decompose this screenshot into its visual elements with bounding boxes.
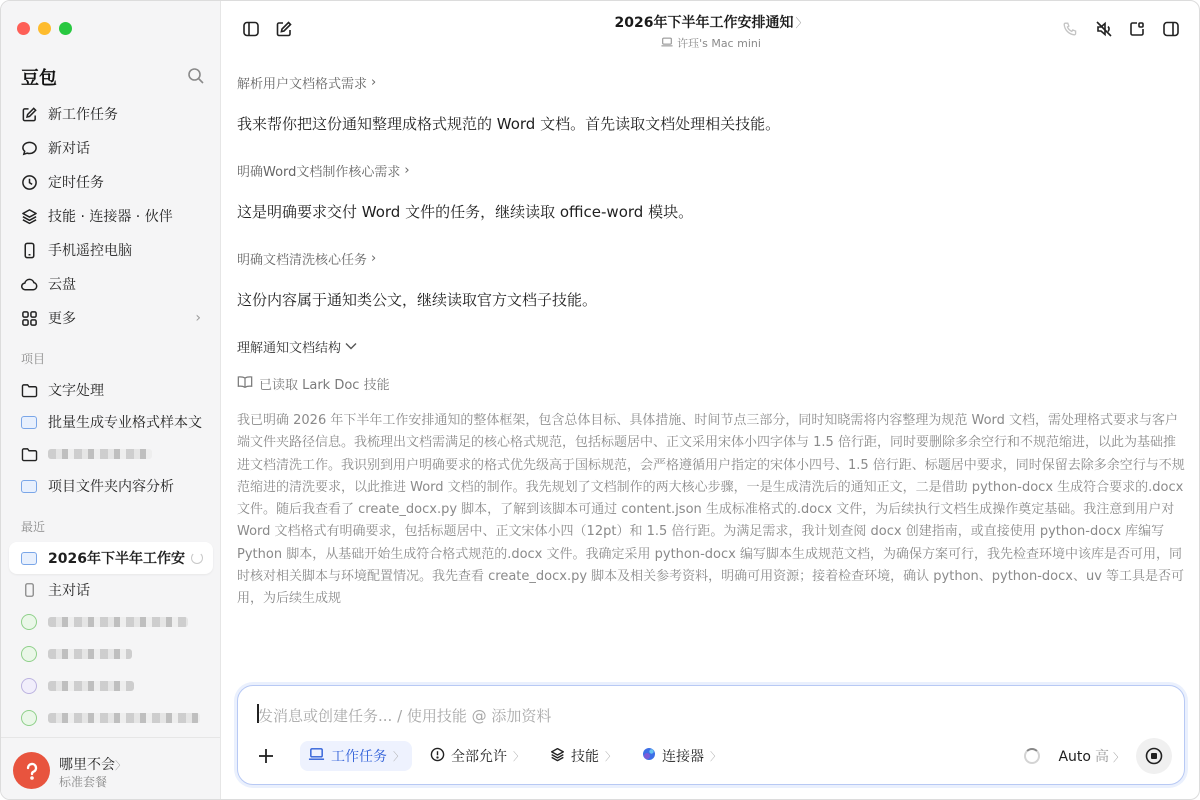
- project-label: 项目文件夹内容分析: [48, 479, 174, 495]
- message-input[interactable]: 发消息或创建任务... / 使用技能 @ 添加资料: [258, 707, 552, 725]
- zoom-window-button[interactable]: [59, 22, 72, 35]
- layers-icon: [550, 747, 565, 766]
- top-bar: [221, 1, 1200, 57]
- edit-icon: [20, 105, 38, 123]
- recent-item[interactable]: [9, 574, 213, 606]
- recent-item[interactable]: [9, 638, 213, 670]
- chat-purple-icon: [20, 677, 38, 695]
- recent-label: 主对话: [48, 583, 90, 599]
- project-item[interactable]: [9, 374, 213, 406]
- redacted-label: [48, 681, 134, 691]
- nav-more[interactable]: [9, 301, 213, 335]
- connectors-button[interactable]: 连接器 〉: [634, 741, 729, 771]
- chevron-right-icon: 〉: [513, 750, 524, 763]
- project-item[interactable]: [9, 406, 213, 438]
- folder-blue-icon: [20, 549, 38, 567]
- loading-spinner-icon: [191, 552, 203, 564]
- nav-cloud-drive[interactable]: [9, 267, 213, 301]
- nav-new-work-task[interactable]: [9, 97, 213, 131]
- phone-icon: [20, 581, 38, 599]
- recent-item-active[interactable]: [9, 542, 213, 574]
- nav-skills[interactable]: [9, 199, 213, 233]
- window-title-area[interactable]: [221, 12, 1200, 51]
- chevron-right-icon: ›: [404, 163, 410, 178]
- redacted-label: [48, 713, 200, 723]
- laptop-icon: [661, 37, 673, 50]
- assistant-message: 这份内容属于通知类公文，继续读取官方文档子技能。: [237, 291, 598, 309]
- phone-call-icon[interactable]: [1059, 18, 1081, 40]
- folder-icon: [20, 445, 38, 463]
- step-toggle[interactable]: 解析用户文档格式需求 ›: [237, 75, 377, 92]
- recent-section-label: 最近: [21, 520, 46, 534]
- folder-blue-icon: [20, 477, 38, 495]
- open-window-icon[interactable]: [1126, 18, 1148, 40]
- project-label: 文字处理: [48, 383, 104, 399]
- chevron-right-icon: 〉: [795, 16, 808, 30]
- main-nav: [9, 97, 213, 335]
- nav-label: 云盘: [48, 277, 76, 293]
- redacted-label: [48, 617, 188, 627]
- sidebar: [1, 1, 221, 800]
- reasoning-text: 我已明确 2026 年下半年工作安排通知的整体框架，包含总体目标、具体措施、时间节点三部分，同时知晓需将内容整理为规范 Word 文档，需处理格式要求与客户端文件夹路径信息。我梳理出文档需满足的核心格式规范，包括标题居中、正文采用宋体小四字体与 1.5 倍行距，同时要删除多余空行和不规范缩进，以此为基础推进文档清洗工作。我识别到用户明确要求的格式优先级高于国标规范，会严格遵循用户指定的宋体小四号、1.5 倍行距、标题居中要求，同时保留去除多余空行与不规范缩进的清洗要求，以此推进 Word 文档的制作。我先规划了文档制作的两大核心步骤，一是生成清洗后的通知正文，二是借助 python-docx 生成符合要求的.docx 文件。随后我查看了 create_docx.py 脚本，了解到该脚本可通过 content.json 生成标准格式的.docx 文件，为后续执行文档生成操作奠定基础。我注意到用户对 Word 文档格式有明确要求，包括标题居中、正文宋体小四（12pt）和 1.5 倍行距。为满足需求，我计划查阅 docx 创建指南，或直接使用 python-docx 库编写 Python 脚本，从基础开始生成符合格式规范的.docx 文件。我确定采用 python-docx 编写脚本生成规范文档，为确保方案可行，我先检查环境中该库是否可用，同时核对相关脚本与环境配置情况。我先查看 create_docx.py 脚本及相关参考资料，明确可用资源；接着检查环境，确认 python、python-docx、uv 等工具是否可用，为后续生成规: [237, 413, 1185, 607]
- composer-toolbar: [252, 740, 739, 772]
- chat-green-icon: [20, 709, 38, 727]
- recent-item[interactable]: [9, 670, 213, 702]
- step-toggle-expanded[interactable]: 理解通知文档结构: [237, 337, 357, 356]
- redacted-label: [48, 449, 152, 459]
- nav-label: 新工作任务: [48, 107, 118, 123]
- projects-list: [9, 374, 213, 502]
- app-name: 豆包: [21, 68, 57, 89]
- project-label: 批量生成专业格式样本文: [48, 415, 202, 431]
- user-profile[interactable]: [1, 737, 221, 800]
- recent-list: [9, 542, 213, 734]
- message-composer: [237, 685, 1185, 785]
- folder-icon: [20, 381, 38, 399]
- nav-label: 定时任务: [48, 175, 104, 191]
- nav-new-chat[interactable]: [9, 131, 213, 165]
- close-window-button[interactable]: [17, 22, 30, 35]
- projects-section-label: 项目: [21, 352, 46, 366]
- assistant-message: 我来帮你把这份通知整理成格式规范的 Word 文档。首先读取文档处理相关技能。: [237, 115, 781, 133]
- minimize-window-button[interactable]: [38, 22, 51, 35]
- nav-label: 技能 · 连接器 · 伙伴: [48, 209, 173, 225]
- laptop-icon: [308, 747, 325, 765]
- recent-item[interactable]: [9, 702, 213, 734]
- chevron-right-icon: 〉: [605, 750, 616, 763]
- recent-label: 2026年下半年工作安: [48, 551, 185, 567]
- nav-phone-remote[interactable]: [9, 233, 213, 267]
- user-name[interactable]: 哪里不会〉: [59, 757, 126, 773]
- user-plan: 标准套餐: [59, 775, 108, 789]
- conversation-title: 2026年下半年工作安排通知 〉: [614, 15, 808, 31]
- loading-indicator-icon: [1024, 748, 1040, 764]
- layers-icon: [20, 207, 38, 225]
- stop-generation-button[interactable]: [1136, 738, 1172, 774]
- chat-icon: [20, 139, 38, 157]
- chevron-right-icon: 〉: [1113, 751, 1124, 764]
- cloud-icon: [20, 275, 38, 293]
- device-name: 许珏's Mac mini: [677, 37, 761, 50]
- allow-all-button[interactable]: 全部允许 〉: [422, 741, 532, 771]
- redacted-label: [48, 649, 132, 659]
- connector-icon: [642, 747, 656, 765]
- chevron-right-icon: ›: [195, 310, 201, 326]
- chat-green-icon: [20, 645, 38, 663]
- alert-icon: [430, 747, 445, 766]
- step-toggle[interactable]: 明确文档清洗核心任务 ›: [237, 251, 377, 268]
- window-controls: [17, 22, 72, 35]
- chevron-right-icon: 〉: [710, 750, 721, 763]
- clock-icon: [20, 173, 38, 191]
- nav-label: 手机遥控电脑: [48, 243, 132, 259]
- recent-item[interactable]: [9, 606, 213, 638]
- skill-read-note: 已读取 Lark Doc 技能: [237, 374, 390, 393]
- model-mode-selector[interactable]: Auto 高 〉: [1058, 749, 1124, 765]
- book-icon: [237, 375, 253, 393]
- nav-label: 更多: [48, 311, 76, 327]
- step-toggle[interactable]: 明确Word文档制作核心需求 ›: [237, 163, 410, 180]
- toggle-right-panel-icon[interactable]: [1160, 18, 1182, 40]
- nav-label: 新对话: [48, 141, 90, 157]
- chevron-down-icon: [345, 339, 357, 354]
- device-info: [221, 35, 1200, 51]
- mute-microphone-icon[interactable]: [1093, 18, 1115, 40]
- skills-button[interactable]: 技能 〉: [542, 741, 624, 771]
- chevron-right-icon: ›: [371, 75, 377, 90]
- nav-scheduled-tasks[interactable]: [9, 165, 213, 199]
- assistant-message: 这是明确要求交付 Word 文件的任务，继续读取 office-word 模块。: [237, 203, 694, 221]
- add-attachment-button[interactable]: [252, 742, 280, 770]
- work-task-mode-button[interactable]: 工作任务 〉: [300, 741, 412, 771]
- chevron-right-icon: 〉: [393, 750, 404, 763]
- chat-green-icon: [20, 613, 38, 631]
- folder-blue-icon: [20, 413, 38, 431]
- project-item[interactable]: [9, 470, 213, 502]
- text-fade-overlay: [797, 585, 1197, 611]
- project-item[interactable]: [9, 438, 213, 470]
- grid-icon: [20, 309, 38, 327]
- avatar[interactable]: [13, 752, 50, 789]
- composer-right-controls: [1024, 738, 1172, 774]
- search-icon[interactable]: [187, 67, 205, 85]
- chevron-right-icon: 〉: [115, 759, 126, 772]
- chevron-right-icon: ›: [371, 251, 377, 266]
- phone-icon: [20, 241, 38, 259]
